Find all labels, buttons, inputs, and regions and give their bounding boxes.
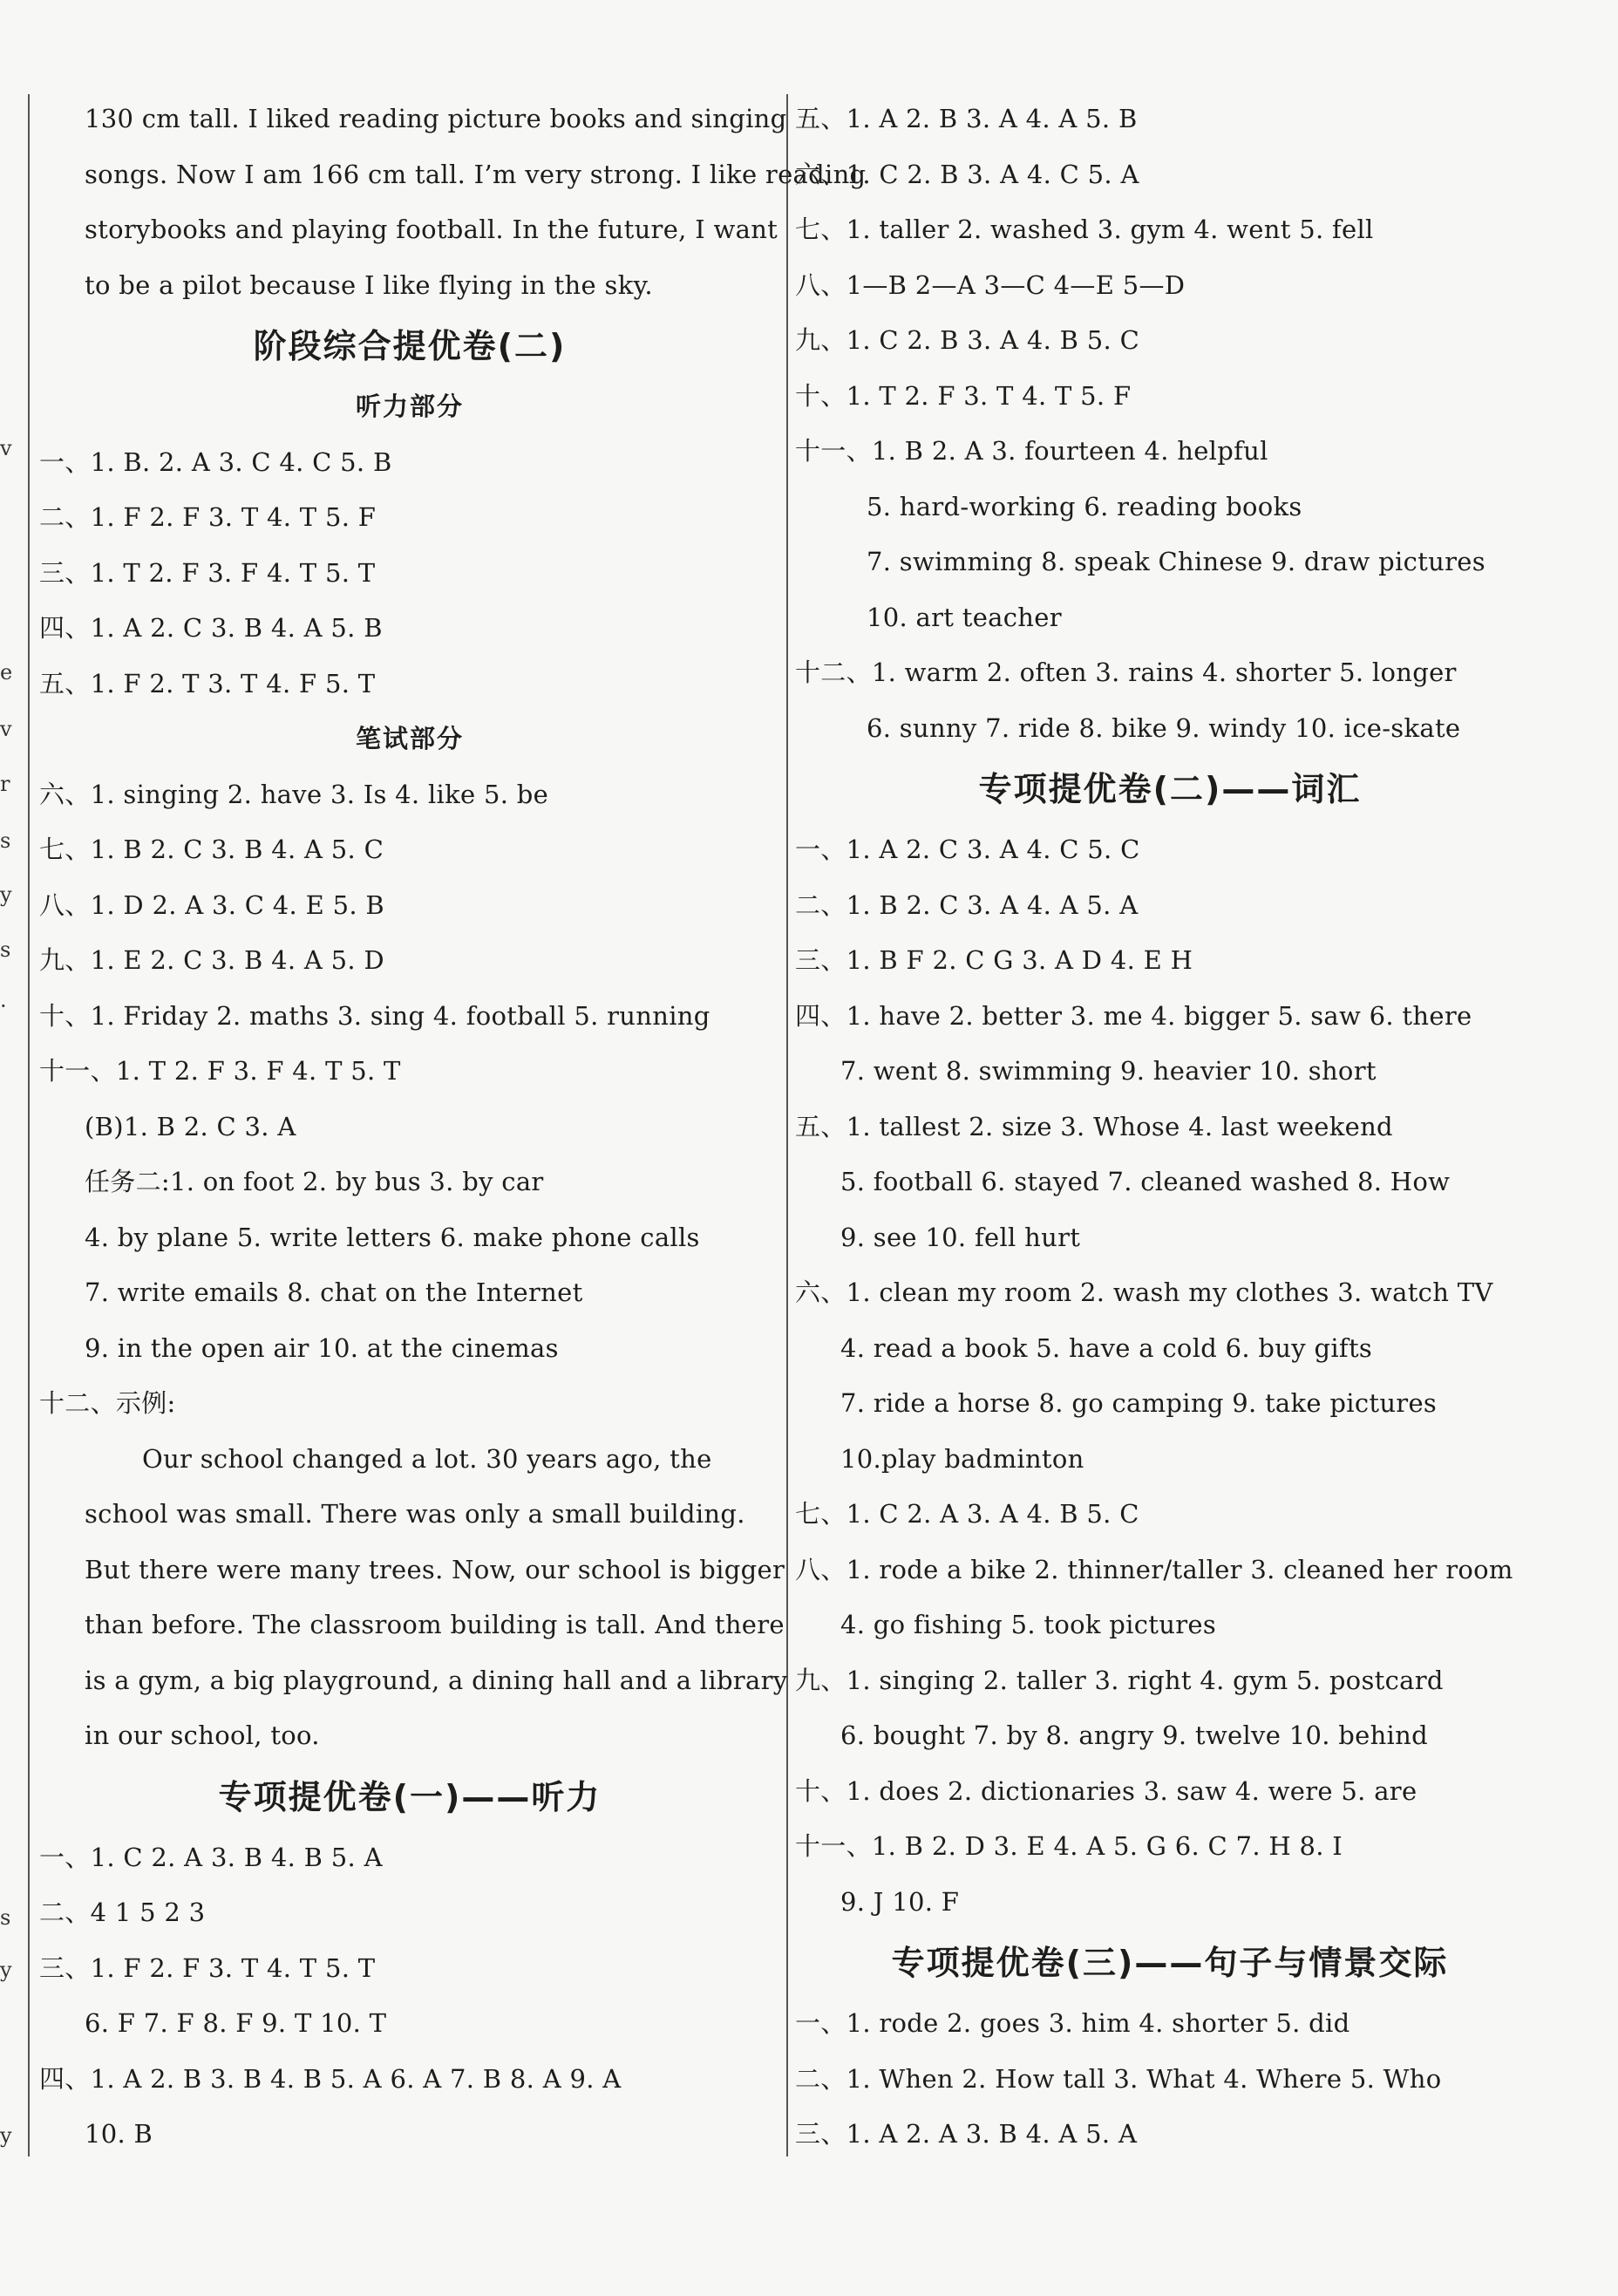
answer-line: 三、1. A 2. A 3. B 4. A 5. A (795, 2119, 1138, 2149)
paragraph-line: 130 cm tall. I liked reading picture books and singing (85, 104, 787, 133)
answer-line: 9. see 10. fell hurt (840, 1222, 1081, 1252)
answer-line: 二、1. When 2. How tall 3. What 4. Where 5. Who (795, 2063, 1442, 2094)
answer-line: 四、1. have 2. better 3. me 4. bigger 5. saw 6. there (795, 1000, 1472, 1031)
answer-line: 十二、示例: (39, 1388, 176, 1418)
edge-mark: y (0, 2123, 12, 2148)
edge-mark: v (0, 717, 12, 741)
answer-line: 5. football 6. stayed 7. cleaned washed 8. How (840, 1167, 1451, 1196)
essay-line: But there were many trees. Now, our school is bigger (85, 1554, 785, 1584)
answer-line: (B)1. B 2. C 3. A (85, 1111, 296, 1141)
answer-line: 十、1. Friday 2. maths 3. sing 4. football 5. running (39, 1000, 710, 1031)
answer-line: 一、1. B. 2. A 3. C 4. C 5. B (39, 446, 392, 477)
section-title: 专项提优卷(二)——词汇 (978, 770, 1362, 808)
section-title: 专项提优卷(三)——句子与情景交际 (891, 1944, 1449, 1982)
answer-line: 六、1. clean my room 2. wash my clothes 3. watch TV (795, 1277, 1493, 1307)
answer-line: 十一、1. B 2. A 3. fourteen 4. helpful (795, 436, 1268, 466)
answer-line: 四、1. A 2. C 3. B 4. A 5. B (39, 613, 383, 643)
edge-mark: s (0, 937, 11, 962)
paragraph-line: songs. Now I am 166 cm tall. I’m very strong. I like reading (85, 159, 867, 189)
answer-line: 六、1. singing 2. have 3. Is 4. like 5. be (39, 779, 549, 809)
answer-line: 五、1. tallest 2. size 3. Whose 4. last weekend (795, 1111, 1393, 1141)
answer-line: 7. went 8. swimming 9. heavier 10. short (840, 1056, 1377, 1086)
answer-line: 一、1. C 2. A 3. B 4. B 5. A (39, 1842, 383, 1872)
answer-line: 7. swimming 8. speak Chinese 9. draw pictures (867, 547, 1485, 576)
answer-line: 任务二:1. on foot 2. by bus 3. by car (85, 1167, 544, 1196)
edge-mark: s (0, 1905, 11, 1930)
answer-line: 10. art teacher (867, 602, 1062, 632)
edge-mark: v (0, 436, 12, 460)
essay-line: school was small. There was only a small building. (85, 1499, 745, 1529)
answer-line: 6. sunny 7. ride 8. bike 9. windy 10. ice-skate (867, 712, 1461, 743)
answer-line: 八、1. D 2. A 3. C 4. E 5. B (39, 889, 384, 920)
answer-line: 十一、1. T 2. F 3. F 4. T 5. T (39, 1056, 401, 1086)
answer-line: 九、1. E 2. C 3. B 4. A 5. D (39, 945, 384, 975)
answer-line: 9. J 10. F (840, 1886, 960, 1917)
answer-line: 4. by plane 5. write letters 6. make phone calls (85, 1222, 700, 1252)
answer-line: 10. B (85, 2119, 153, 2149)
essay-line: Our school changed a lot. 30 years ago, the (142, 1443, 712, 1474)
answer-line: 6. bought 7. by 8. angry 9. twelve 10. behind (840, 1720, 1428, 1750)
section-title: 阶段综合提优卷(二) (253, 327, 567, 365)
answer-line: 7. write emails 8. chat on the Internet (85, 1277, 583, 1307)
answer-line: 三、1. T 2. F 3. F 4. T 5. T (39, 557, 376, 588)
answer-line: 十一、1. B 2. D 3. E 4. A 5. G 6. C 7. H 8. I (795, 1831, 1343, 1861)
left-margin-rule (28, 94, 30, 2156)
answer-line: 八、1. rode a bike 2. thinner/taller 3. cleaned her room (795, 1554, 1513, 1584)
answer-line: 十、1. T 2. F 3. T 4. T 5. F (795, 380, 1132, 411)
paragraph-line: to be a pilot because I like flying in the sky. (85, 269, 653, 300)
edge-mark: r (0, 772, 10, 796)
answer-line: 4. read a book 5. have a cold 6. buy gifts (840, 1332, 1373, 1363)
answer-line: 七、1. taller 2. washed 3. gym 4. went 5. fell (795, 215, 1374, 244)
answer-line: 5. hard-working 6. reading books (867, 491, 1302, 521)
section-title: 专项提优卷(一)——听力 (218, 1777, 602, 1816)
essay-line: in our school, too. (85, 1720, 320, 1750)
answer-line: 二、1. F 2. F 3. T 4. T 5. F (39, 502, 377, 532)
answer-line: 9. in the open air 10. at the cinemas (85, 1332, 559, 1363)
section-subtitle: 笔试部分 (355, 724, 464, 753)
answer-line: 七、1. B 2. C 3. B 4. A 5. C (39, 835, 384, 864)
answer-line: 三、1. B F 2. C G 3. A D 4. E H (795, 945, 1193, 975)
answer-line: 九、1. C 2. B 3. A 4. B 5. C (795, 325, 1140, 355)
answer-line: 五、1. A 2. B 3. A 4. A 5. B (795, 104, 1138, 133)
edge-mark: · (0, 994, 7, 1019)
answer-line: 六、1. C 2. B 3. A 4. C 5. A (795, 159, 1139, 189)
answer-line: 四、1. A 2. B 3. B 4. B 5. A 6. A 7. B 8. A 9. A (39, 2063, 622, 2094)
answer-line: 二、1. B 2. C 3. A 4. A 5. A (795, 889, 1139, 920)
essay-line: is a gym, a big playground, a dining hall and a library (85, 1665, 788, 1695)
left-column (39, 92, 867, 2163)
essay-line: than before. The classroom building is tall. And there (85, 1610, 785, 1639)
answer-line: 三、1. F 2. F 3. T 4. T 5. T (39, 1952, 376, 1983)
answer-line: 一、1. rode 2. goes 3. him 4. shorter 5. did (795, 2008, 1350, 2038)
paragraph-line: storybooks and playing football. In the future, I want (85, 215, 778, 244)
right-column (795, 92, 1545, 2163)
answer-line: 八、1—B 2—A 3—C 4—E 5—D (795, 269, 1186, 300)
answer-line: 二、4 1 5 2 3 (39, 1897, 206, 1927)
answer-line: 十二、1. warm 2. often 3. rains 4. shorter 5. longer (795, 657, 1457, 687)
edge-mark: y (0, 1958, 12, 1982)
center-column-rule (786, 94, 788, 2156)
answer-line: 6. F 7. F 8. F 9. T 10. T (85, 2008, 387, 2038)
section-subtitle: 听力部分 (355, 392, 464, 421)
edge-mark: s (0, 828, 11, 853)
answer-line: 10.play badminton (840, 1443, 1084, 1474)
answer-line: 十、1. does 2. dictionaries 3. saw 4. were 5. are (795, 1775, 1417, 1806)
answer-line: 7. ride a horse 8. go camping 9. take pictures (840, 1388, 1438, 1418)
answer-line: 五、1. F 2. T 3. T 4. F 5. T (39, 668, 376, 698)
answer-line: 九、1. singing 2. taller 3. right 4. gym 5. postcard (795, 1665, 1444, 1695)
edge-mark: e (0, 660, 13, 685)
answer-line: 4. go fishing 5. took pictures (840, 1610, 1217, 1639)
edge-mark: y (0, 882, 12, 907)
answer-line: 一、1. A 2. C 3. A 4. C 5. C (795, 835, 1140, 864)
answer-line: 七、1. C 2. A 3. A 4. B 5. C (795, 1499, 1139, 1529)
